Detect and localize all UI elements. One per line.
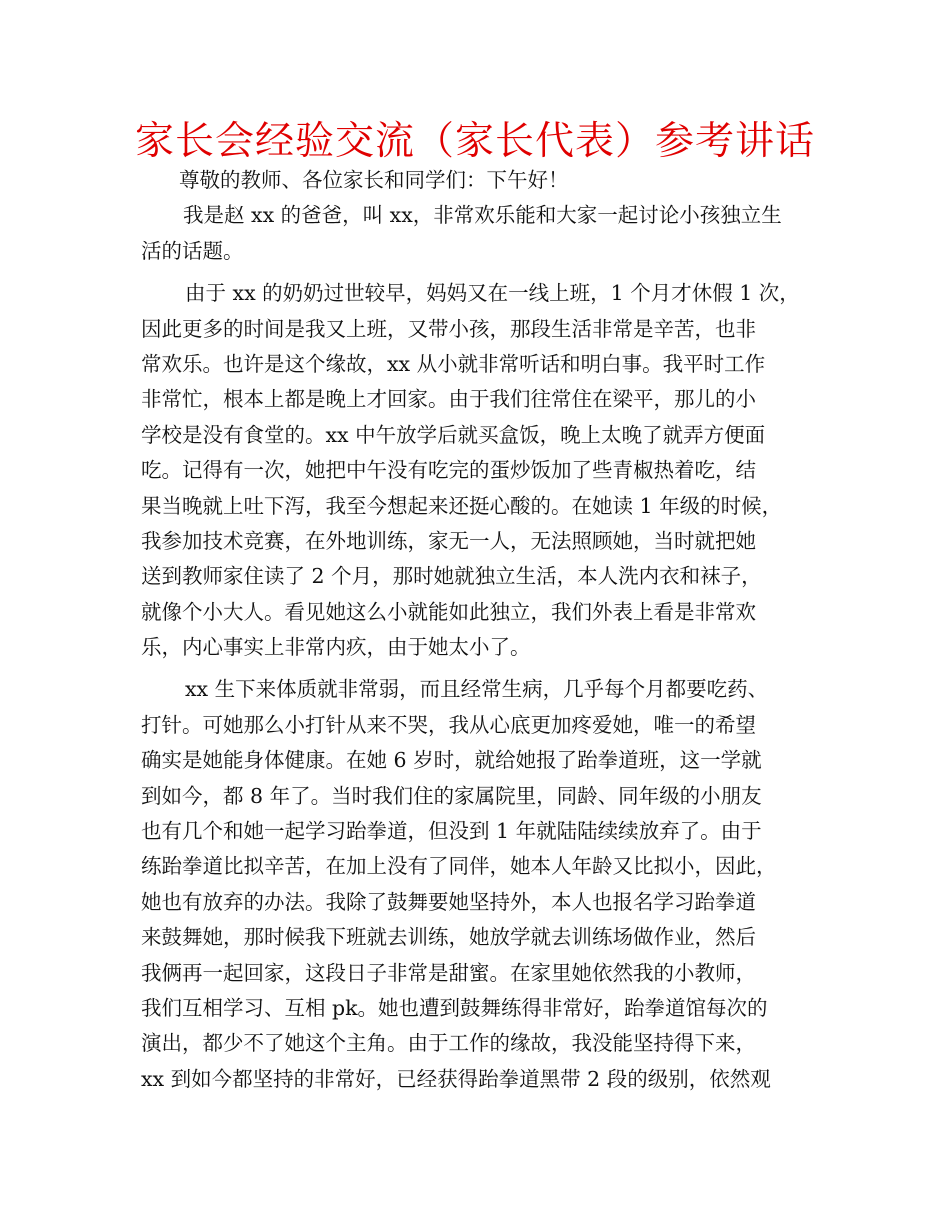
document-title: 家长会经验交流（家长代表）参考讲话 [134, 119, 815, 164]
paragraph-line: 尊敬的教师、各位家长和同学们：下午好！ [179, 168, 569, 192]
paragraph-line: 活的话题。 [141, 238, 244, 263]
paragraph-line: 我们互相学习、互相 pk。她也遭到鼓舞练得非常好，跆拳道馆每次的 [141, 995, 768, 1020]
paragraph-line: 我俩再一起回家，这段日子非常是甜蜜。在家里她依然我的小教师， [141, 960, 756, 985]
paragraph-line: 送到教师家住读了 2 个月，那时她就独立生活，本人洗内衣和袜子， [141, 564, 762, 589]
paragraph-line: 到如今，都 8 年了。当时我们住的家属院里，同龄、同年级的小朋友 [141, 783, 762, 808]
paragraph-line: 她也有放弃的办法。我除了鼓舞要她坚持外，本人也报名学习跆拳道 [141, 889, 756, 914]
document-body [141, 163, 841, 1097]
paragraph-line: 吃。记得有一次，她把中午没有吃完的蛋炒饭加了些青椒热着吃，结 [141, 458, 756, 483]
paragraph-line: 非常忙，根本上都是晚上才回家。由于我们往常住在梁平，那儿的小 [141, 387, 756, 412]
paragraph-line: 确实是她能身体健康。在她 6 岁时，就给她报了跆拳道班，这一学就 [141, 748, 762, 773]
paragraph-line: 就像个小大人。看见她这么小就能如此独立，我们外表上看是非常欢 [141, 599, 756, 624]
paragraph-line: 因此更多的时间是我又上班，又带小孩，那段生活非常是辛苦，也非 [141, 316, 756, 341]
paragraph-line: 我参加技术竞赛，在外地训练，家无一人，无法照顾她，当时就把她 [141, 528, 756, 553]
paragraph-line: 乐，内心事实上非常内疚，由于她太小了。 [141, 635, 531, 660]
paragraph-line: 常欢乐。也许是这个缘故，xx 从小就非常听话和明白事。我平时工作 [141, 351, 766, 376]
paragraph-line: 练跆拳道比拟辛苦，在加上没有了同伴，她本人年龄又比拟小，因此， [141, 854, 777, 879]
paragraph-line: 打针。可她那么小打针从来不哭，我从心底更加疼爱她，唯一的希望 [141, 712, 756, 737]
paragraph-line: 由于 xx 的奶奶过世较早，妈妈又在一线上班，1 个月才休假 1 次， [185, 281, 800, 306]
paragraph-line: 我是赵 xx 的爸爸，叫 xx，非常欢乐能和大家一起讨论小孩独立生 [183, 203, 782, 228]
paragraph-line: 来鼓舞她，那时候我下班就去训练，她放学就去训练场做作业，然后 [141, 925, 756, 950]
paragraph-line: 演出，都少不了她这个主角。由于工作的缘故，我没能坚持得下来， [141, 1031, 756, 1056]
paragraph-line: xx 到如今都坚持的非常好，已经获得跆拳道黑带 2 段的级别，依然观 [141, 1066, 771, 1091]
paragraph-line: 也有几个和她一起学习跆拳道，但没到 1 年就陆陆续续放弃了。由于 [141, 819, 762, 844]
paragraph-line: 果当晚就上吐下泻，我至今想起来还挺心酸的。在她读 1 年级的时候， [141, 493, 783, 518]
paragraph-line: xx 生下来体质就非常弱，而且经常生病，几乎每个月都要吃药、 [185, 677, 769, 702]
paragraph-line: 学校是没有食堂的。xx 中午放学后就买盒饭，晚上太晚了就弄方便面 [141, 422, 766, 447]
